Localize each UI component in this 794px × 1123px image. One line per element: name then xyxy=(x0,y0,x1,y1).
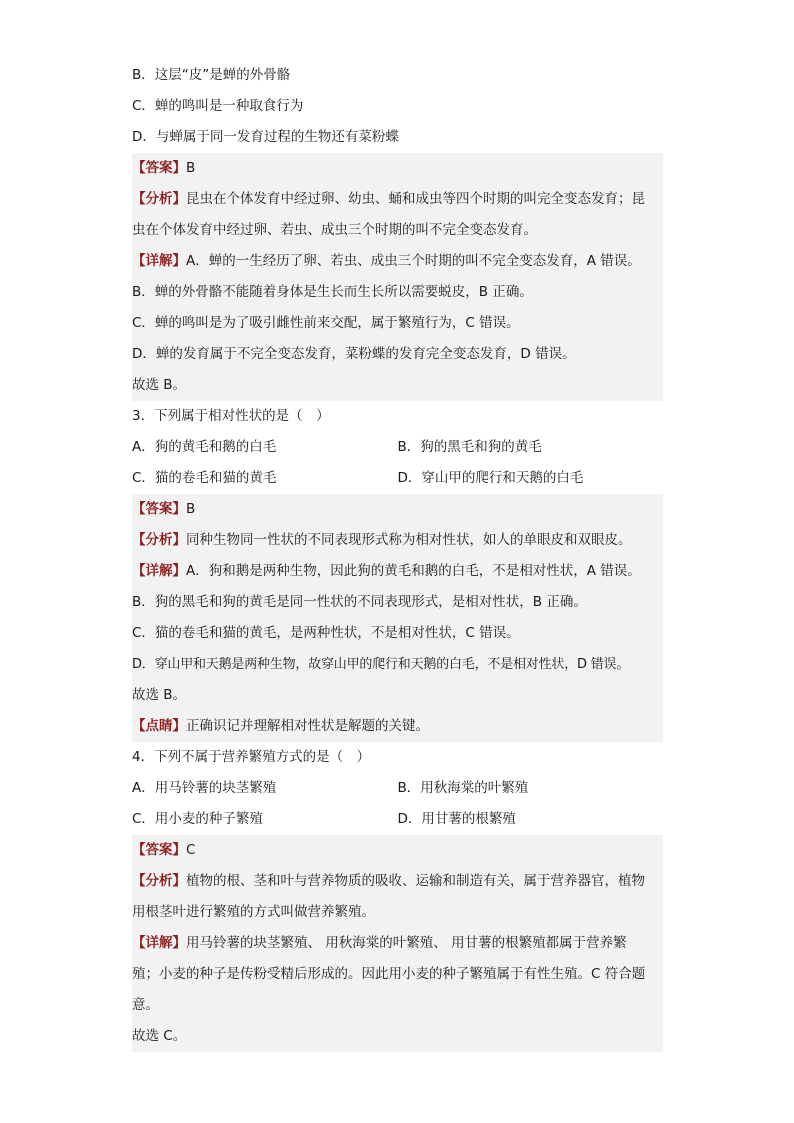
q2-detail-b: B．蝉的外骨骼不能随着身体是生长而生长所以需要蜕皮，B 正确。 xyxy=(132,284,533,300)
analysis-text: 昆虫在个体发育中经过卵、幼虫、蛹和成虫等四个时期的叫完全变态发育；昆 xyxy=(186,191,645,207)
q4-option-c: C．用小麦的种子繁殖 xyxy=(132,811,263,827)
q3-detail-d: D．穿山甲和天鹅是两种生物，故穿山甲的爬行和天鹅的白毛，不是相对性状，D 错误。 xyxy=(132,657,630,672)
q2-analysis-line-1 xyxy=(132,184,663,215)
q4-option-a: A．用马铃薯的块茎繁殖 xyxy=(132,780,277,796)
q4-options-row-2 xyxy=(132,804,663,835)
detail-text: 用马铃薯的块茎繁殖、 用秋海棠的叶繁殖、 用甘薯的根繁殖都属于营养繁 xyxy=(186,935,627,951)
q3-stem: 3．下列属于相对性状的是（ ） xyxy=(132,408,330,424)
analysis-tag: 【分析】 xyxy=(132,532,186,548)
q4-answer xyxy=(132,835,663,866)
q2-option-d: D．与蝉属于同一发育过程的生物还有菜粉蝶 xyxy=(132,129,399,145)
q4-options-row-1 xyxy=(132,773,663,804)
comment-tag: 【点睛】 xyxy=(132,718,186,734)
q4-analysis-line-1 xyxy=(132,866,663,897)
answer-tag: 【答案】 xyxy=(132,842,186,858)
analysis-tag: 【分析】 xyxy=(132,873,186,889)
q2-analysis-line-2: 虫在个体发育中经过卵、若虫、成虫三个时期的叫不完全变态发育。 xyxy=(132,222,537,238)
q4-detail-line-1 xyxy=(132,928,663,959)
q3-analysis xyxy=(132,525,663,556)
q3-option-d: D．穿山甲的爬行和天鹅的白毛 xyxy=(397,470,584,486)
q2-option-c: C．蝉的鸣叫是一种取食行为 xyxy=(132,98,304,114)
detail-tag: 【详解】 xyxy=(132,253,186,269)
q2-detail-a xyxy=(132,246,663,277)
q3-option-b: B．狗的黑毛和狗的黄毛 xyxy=(397,439,542,455)
q3-comment xyxy=(132,711,663,742)
q3-option-c: C．猫的卷毛和猫的黄毛 xyxy=(132,470,277,486)
q3-option-a: A．狗的黄毛和鹅的白毛 xyxy=(132,439,277,455)
document-page xyxy=(132,60,663,1052)
q3-detail-a xyxy=(132,556,663,587)
q3-solution-block xyxy=(132,494,663,742)
detail-tag: 【详解】 xyxy=(132,563,186,579)
comment-text: 正确识记并理解相对性状是解题的关键。 xyxy=(186,718,429,734)
q2-detail-c: C．蝉的鸣叫是为了吸引雌性前来交配，属于繁殖行为，C 错误。 xyxy=(132,315,520,331)
q2-answer xyxy=(132,153,663,184)
q4-stem: 4．下列不属于营养繁殖方式的是（ ） xyxy=(132,749,371,765)
detail-text: A．蝉的一生经历了卵、若虫、成虫三个时期的叫不完全变态发育，A 错误。 xyxy=(186,253,641,269)
q4-detail-line-3: 意。 xyxy=(132,997,159,1013)
q4-conclusion: 故选 C。 xyxy=(132,1028,187,1044)
q4-option-b: B．用秋海棠的叶繁殖 xyxy=(397,780,529,796)
q4-analysis-line-2: 用根茎叶进行繁殖的方式叫做营养繁殖。 xyxy=(132,904,375,920)
answer-tag: 【答案】 xyxy=(132,501,186,517)
q4-detail-line-2: 殖；小麦的种子是传粉受精后形成的。因此用小麦的种子繁殖属于有性生殖。C 符合题 xyxy=(132,966,646,982)
q2-detail-d: D．蝉的发育属于不完全变态发育，菜粉蝶的发育完全变态发育，D 错误。 xyxy=(132,346,576,362)
analysis-text: 植物的根、茎和叶与营养物质的吸收、运输和制造有关，属于营养器官，植物 xyxy=(186,873,645,889)
answer-value: B xyxy=(186,160,196,176)
answer-value: B xyxy=(186,501,196,517)
q2-solution-block xyxy=(132,153,663,401)
detail-text: A．狗和鹅是两种生物，因此狗的黄毛和鹅的白毛，不是相对性状，A 错误。 xyxy=(186,563,641,579)
analysis-tag: 【分析】 xyxy=(132,191,186,207)
q3-options-row-1 xyxy=(132,432,663,463)
q4-option-d: D．用甘薯的根繁殖 xyxy=(397,811,516,827)
detail-tag: 【详解】 xyxy=(132,935,186,951)
q3-conclusion: 故选 B。 xyxy=(132,687,187,703)
answer-tag: 【答案】 xyxy=(132,160,186,176)
q3-detail-b: B．狗的黑毛和狗的黄毛是同一性状的不同表现形式，是相对性状，B 正确。 xyxy=(132,594,587,610)
q2-option-b: B．这层“皮”是蝉的外骨骼 xyxy=(132,67,291,83)
q4-solution-block xyxy=(132,835,663,1052)
q2-conclusion: 故选 B。 xyxy=(132,377,187,393)
analysis-text: 同种生物同一性状的不同表现形式称为相对性状，如人的单眼皮和双眼皮。 xyxy=(186,532,632,548)
q3-options-row-2 xyxy=(132,463,663,494)
answer-value: C xyxy=(186,842,196,858)
q3-answer xyxy=(132,494,663,525)
q3-detail-c: C．猫的卷毛和猫的黄毛，是两种性状，不是相对性状，C 错误。 xyxy=(132,625,520,641)
